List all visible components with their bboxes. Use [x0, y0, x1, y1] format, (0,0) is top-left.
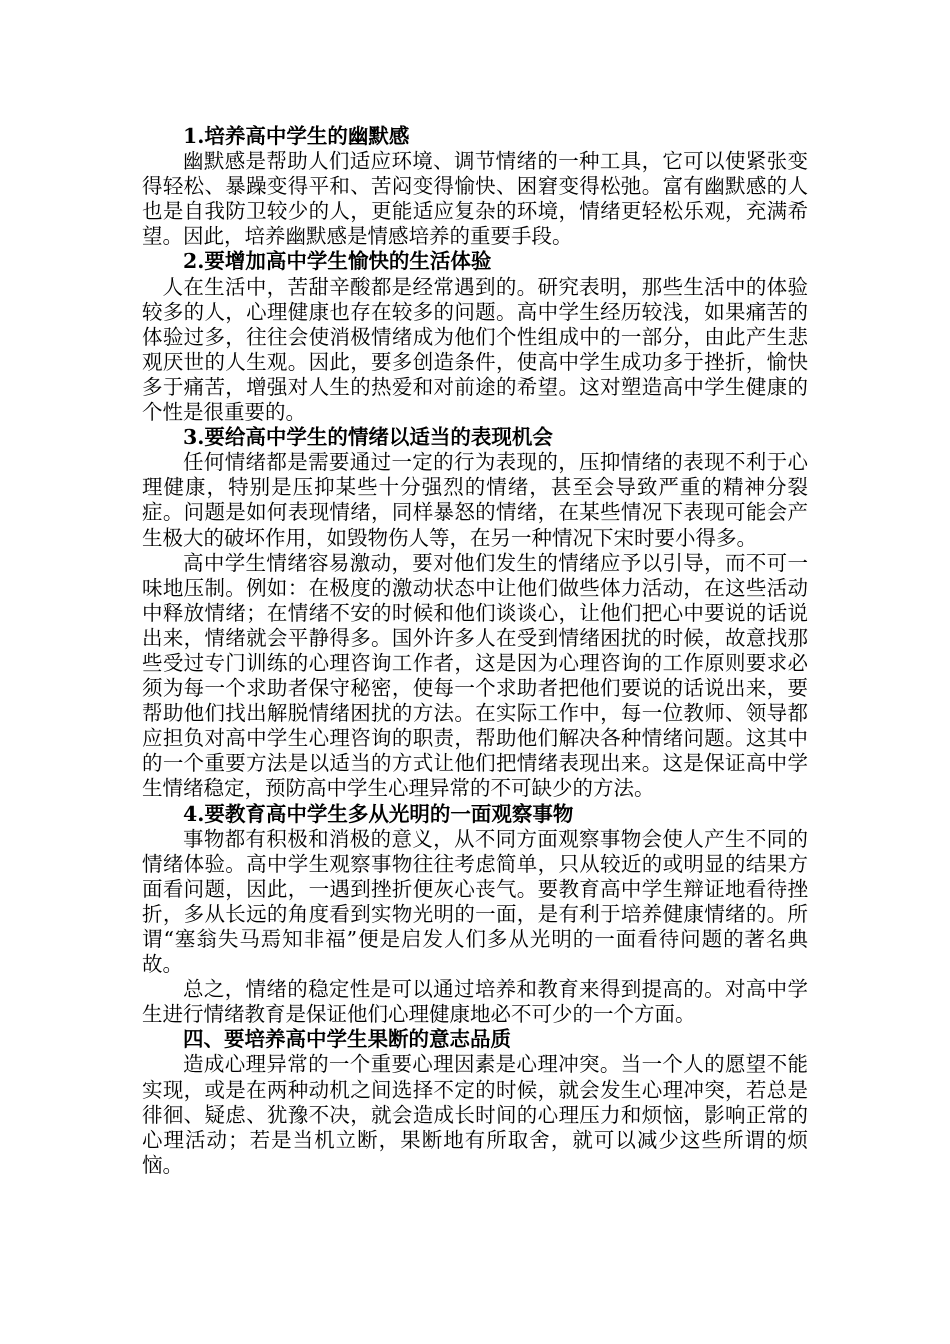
paragraph-humor: 幽默感是帮助人们适应环境、调节情绪的一种工具，它可以使紧张变得轻松、暴躁变得平和、苦闷变得愉快、困窘变得松弛。富有幽默感的人也是自我防卫较少的人，更能适应复杂的环境，情绪更轻松乐观，充满希望。因此，培养幽默感是情感培养的重要手段。	[142, 149, 808, 249]
section-heading-happy-experience: 2.要增加高中学生愉快的生活体验	[183, 249, 492, 274]
paragraph-bright-side-2: 总之，情绪的稳定性是可以通过培养和教育来得到提高的。对高中学生进行情绪教育是保证他们心理健康地必不可少的一个方面。	[142, 977, 808, 1027]
paragraph-happy-experience: 人在生活中，苦甜辛酸都是经常遇到的。研究表明，那些生活中的体验较多的人，心理健康也存在较多的问题。高中学生经历较浅，如果痛苦的体验过多，往往会使消极情绪成为他们个性组成中的一部分，由此产生悲观厌世的人生观。因此，要多创造条件，使高中学生成功多于挫折，愉快多于痛苦，增强对人生的热爱和对前途的希望。这对塑造高中学生健康的个性是很重要的。	[142, 274, 808, 425]
document-page	[142, 124, 808, 1178]
section-heading-decisive-will: 四、要培养高中学生果断的意志品质	[183, 1027, 511, 1052]
paragraph-decisive-will: 造成心理异常的一个重要心理因素是心理冲突。当一个人的愿望不能实现，或是在两种动机之间选择不定的时候，就会发生心理冲突，若总是徘徊、疑虑、犹豫不决，就会造成长时间的心理压力和烦恼，影响正常的心理活动；若是当机立断，果断地有所取舍，就可以减少这些所谓的烦恼。	[142, 1052, 808, 1177]
section-heading-emotion-expression: 3.要给高中学生的情绪以适当的表现机会	[183, 425, 553, 450]
section-heading-bright-side: 4.要教育高中学生多从光明的一面观察事物	[183, 801, 574, 826]
paragraph-emotion-expression-1: 任何情绪都是需要通过一定的行为表现的，压抑情绪的表现不利于心理健康，特别是压抑某些十分强烈的情绪，甚至会导致严重的精神分裂症。问题是如何表现情绪，同样暴怒的情绪，在某些情况下表现可能会产生极大的破坏作用，如毁物伤人等，在另一种情况下宋时要小得多。	[142, 450, 808, 550]
paragraph-bright-side-1: 事物都有积极和消极的意义，从不同方面观察事物会使人产生不同的情绪体验。高中学生观察事物往往考虑简单，只从较近的或明显的结果方面看问题，因此，一遇到挫折便灰心丧气。要教育高中学生辩证地看待挫折，多从长远的角度看到实物光明的一面，是有利于培养健康情绪的。所谓“塞翁失马焉知非福”便是启发人们多从光明的一面看待问题的著名典故。	[142, 826, 808, 977]
paragraph-emotion-expression-2: 高中学生情绪容易激动，要对他们发生的情绪应予以引导，而不可一味地压制。例如：在极度的激动状态中让他们做些体力活动，在这些活动中释放情绪；在情绪不安的时候和他们谈谈心，让他们把心中要说的话说出来，情绪就会平静得多。国外许多人在受到情绪困扰的时候，故意找那些受过专门训练的心理咨询工作者，这是因为心理咨询的工作原则要求必须为每一个求助者保守秘密，使每一个求助者把他们要说的话说出来，要帮助他们找出解脱情绪困扰的方法。在实际工作中，每一位教师、领导都应担负对高中学生心理咨询的职责，帮助他们解决各种情绪问题。这其中的一个重要方法是以适当的方式让他们把情绪表现出来。这是保证高中学生情绪稳定，预防高中学生心理异常的不可缺少的方法。	[142, 550, 808, 801]
section-heading-humor: 1.培养高中学生的幽默感	[183, 124, 410, 148]
